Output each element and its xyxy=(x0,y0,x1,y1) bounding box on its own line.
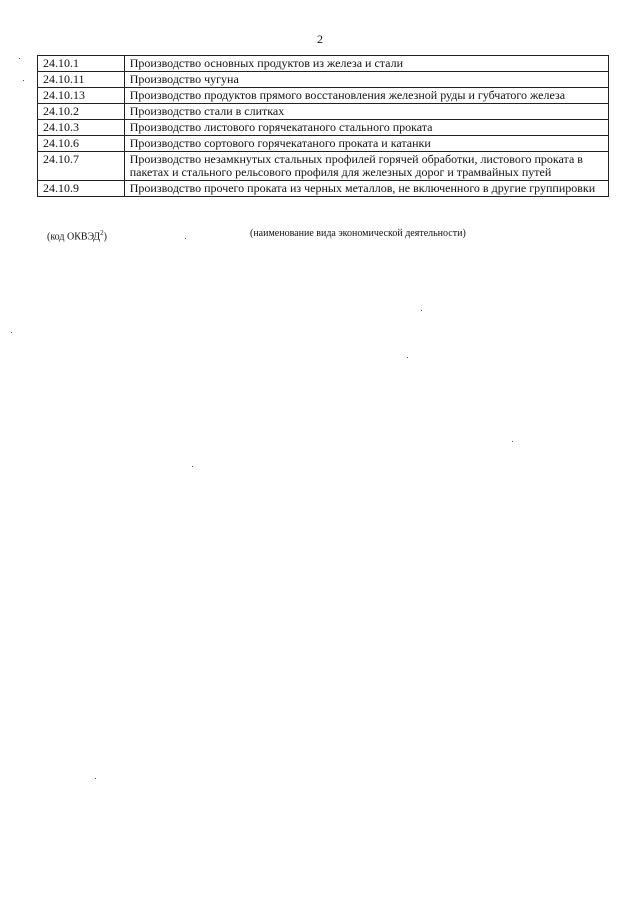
okved-code: 24.10.2 xyxy=(38,104,125,120)
scan-speck xyxy=(192,466,193,467)
okved-code-caption-close: ) xyxy=(103,231,107,243)
footnote-marker: 2 xyxy=(100,229,104,237)
scan-speck xyxy=(407,357,408,358)
okved-code-caption xyxy=(47,228,107,242)
okved-code: 24.10.11 xyxy=(38,72,125,88)
activity-name: Производство стали в слитках xyxy=(124,104,608,120)
table-row xyxy=(38,72,609,88)
okved-code: 24.10.3 xyxy=(38,120,125,136)
okved-table xyxy=(37,55,609,197)
activity-name: Производство продуктов прямого восстановления железной руды и губчатого железа xyxy=(124,88,608,104)
table-row xyxy=(38,181,609,197)
activity-name: Производство основных продуктов из железа и стали xyxy=(124,56,608,72)
table-row xyxy=(38,88,609,104)
okved-code: 24.10.6 xyxy=(38,136,125,152)
table-row xyxy=(38,152,609,181)
activity-name: Производство сортового горячекатаного проката и катанки xyxy=(124,136,608,152)
okved-code: 24.10.7 xyxy=(38,152,125,181)
okved-code: 24.10.1 xyxy=(38,56,125,72)
page-number: 2 xyxy=(317,32,323,46)
scan-speck xyxy=(512,441,513,442)
scan-speck xyxy=(421,310,422,311)
okved-code: 24.10.13 xyxy=(38,88,125,104)
activity-name: Производство чугуна xyxy=(124,72,608,88)
table-row xyxy=(38,120,609,136)
scan-speck xyxy=(95,778,96,779)
scan-speck xyxy=(23,80,24,81)
activity-name: Производство незамкнутых стальных профилей горячей обработки, листового проката в пакетах и стального рельсового профиля для железных дорог и трамвайных путей xyxy=(124,152,608,181)
table-row xyxy=(38,104,609,120)
okved-code-caption-text: (код ОКВЭД xyxy=(47,231,101,243)
scan-speck xyxy=(19,58,20,59)
scan-speck xyxy=(185,238,186,239)
okved-code: 24.10.9 xyxy=(38,181,125,197)
activity-name: Производство листового горячекатаного стального проката xyxy=(124,120,608,136)
activity-name: Производство прочего проката из черных металлов, не включенного в другие группировки xyxy=(124,181,608,197)
table-row xyxy=(38,56,609,72)
table-row xyxy=(38,136,609,152)
scan-speck xyxy=(11,332,12,333)
activity-name-caption: (наименование вида экономической деятельности) xyxy=(250,228,466,239)
